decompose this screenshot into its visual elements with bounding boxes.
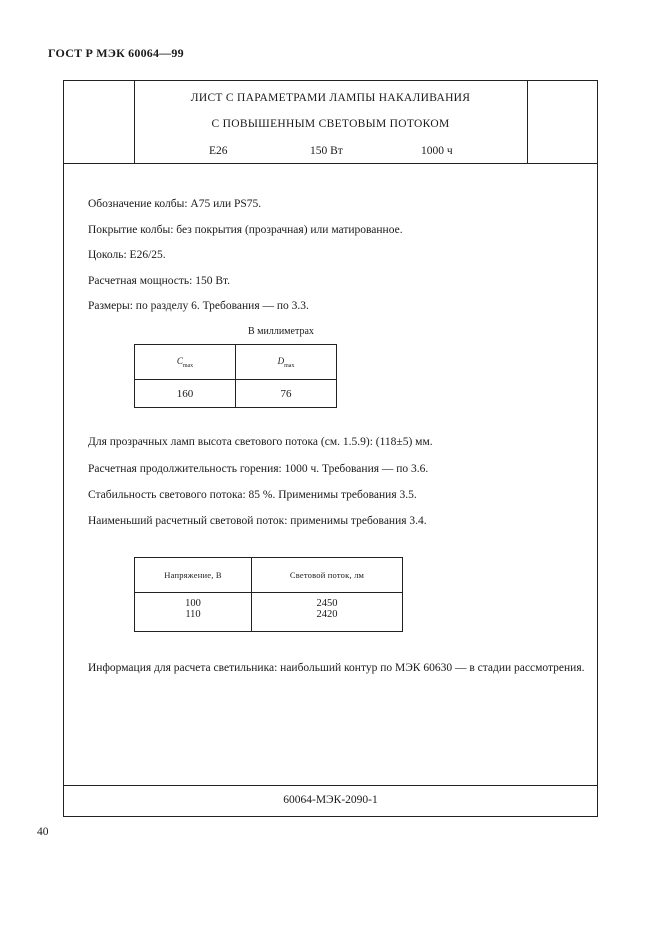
table-row bbox=[135, 593, 403, 632]
sheet-code: 60064-МЭК-2090-1 bbox=[283, 794, 378, 806]
table-row bbox=[135, 380, 337, 408]
voltage-value: 100 bbox=[185, 598, 201, 609]
flux-height: Для прозрачных ламп высота светового потока (см. 1.5.9): (118±5) мм. bbox=[88, 436, 433, 448]
lamp-life: 1000 ч bbox=[421, 145, 453, 157]
lamp-cap: Цоколь: Е26/25. bbox=[88, 249, 166, 261]
flux-value: 2450 bbox=[316, 598, 338, 609]
flux-values bbox=[252, 593, 403, 632]
voltage-header: Напряжение, В bbox=[135, 558, 252, 593]
lamp-power: 150 Вт bbox=[310, 145, 343, 157]
voltage-value: 110 bbox=[185, 609, 201, 620]
page-number: 40 bbox=[37, 826, 49, 838]
dim-value-c: 160 bbox=[135, 380, 236, 408]
footer-divider bbox=[64, 785, 597, 786]
bulb-designation: Обозначение колбы: А75 или PS75. bbox=[88, 198, 262, 210]
dim-header-d: $D_{max}$ bbox=[236, 345, 337, 380]
flux-stability: Стабильность светового потока: 85 %. Применимы требования 3.5. bbox=[88, 489, 417, 501]
dimensions-table-header bbox=[135, 345, 337, 380]
rated-power: Расчетная мощность: 150 Вт. bbox=[88, 275, 231, 287]
dim-value-d: 76 bbox=[236, 380, 337, 408]
bulb-coating: Покрытие колбы: без покрытия (прозрачная) или матированное. bbox=[88, 224, 403, 236]
sheet-title-line-2: С ПОВЫШЕННЫМ СВЕТОВЫМ ПОТОКОМ bbox=[211, 118, 450, 130]
unit-note: В миллиметрах bbox=[248, 326, 314, 337]
title-block-divider-right bbox=[527, 81, 528, 163]
voltage-table-header bbox=[135, 558, 403, 593]
voltage-values bbox=[135, 593, 252, 632]
sheet-title-line-1: ЛИСТ С ПАРАМЕТРАМИ ЛАМПЫ НАКАЛИВАНИЯ bbox=[190, 92, 471, 104]
title-block bbox=[64, 81, 597, 164]
luminaire-info: Информация для расчета светильника: наибольший контур по МЭК 60630 — в стадии рассмотрения. bbox=[88, 662, 585, 674]
dimensions-requirement: Размеры: по разделу 6. Требования — по 3.3. bbox=[88, 300, 309, 312]
flux-value: 2420 bbox=[316, 609, 338, 620]
min-luminous-flux: Наименьший расчетный световой поток: применимы требования 3.4. bbox=[88, 515, 427, 527]
dimensions-table bbox=[134, 344, 337, 408]
document-header: ГОСТ Р МЭК 60064—99 bbox=[48, 46, 184, 60]
rated-life: Расчетная продолжительность горения: 1000 ч. Требования — по 3.6. bbox=[88, 463, 429, 475]
sheet-frame bbox=[63, 80, 598, 817]
flux-header: Световой поток, лм bbox=[252, 558, 403, 593]
voltage-flux-table bbox=[134, 557, 403, 632]
dim-header-c: $C_{max}$ bbox=[135, 345, 236, 380]
lamp-base: E26 bbox=[209, 145, 228, 157]
